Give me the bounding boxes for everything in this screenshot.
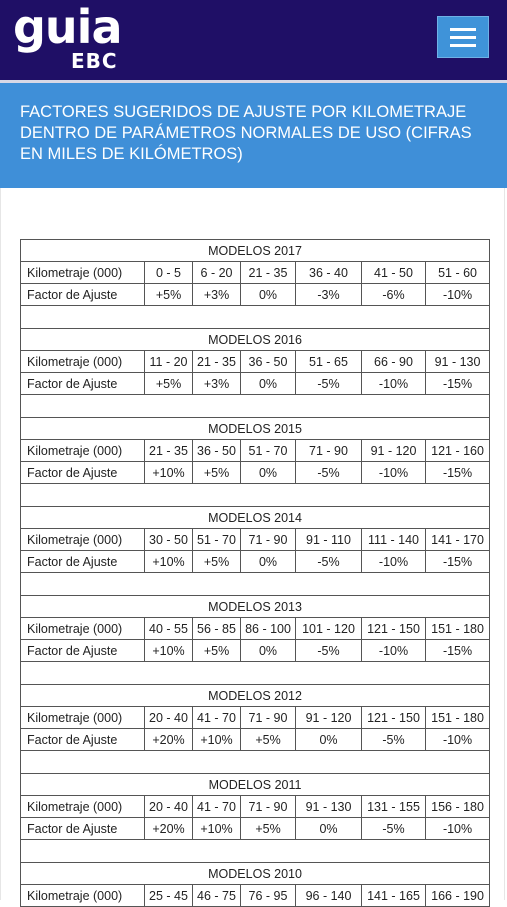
factor-value-cell: +5% <box>145 373 193 395</box>
mileage-range-cell: 36 - 50 <box>241 351 296 373</box>
mileage-range-cell: 151 - 180 <box>426 618 490 640</box>
mileage-range-cell: 36 - 40 <box>296 262 362 284</box>
factor-value-cell: +5% <box>193 640 241 662</box>
factor-value-cell: -10% <box>426 284 490 306</box>
model-year-row <box>21 685 490 707</box>
mileage-range-cell: 76 - 95 <box>241 885 296 907</box>
mileage-label: Kilometraje (000) <box>21 885 145 907</box>
factor-row <box>21 729 490 751</box>
spacer-row <box>21 840 490 863</box>
spacer-cell <box>21 840 490 863</box>
factor-label: Factor de Ajuste <box>21 818 145 840</box>
mileage-range-cell: 41 - 70 <box>193 707 241 729</box>
site-header <box>0 0 507 80</box>
mileage-range-cell: 101 - 120 <box>296 618 362 640</box>
factor-label: Factor de Ajuste <box>21 729 145 751</box>
mileage-range-cell: 41 - 70 <box>193 796 241 818</box>
adjustment-factors-table <box>20 239 490 907</box>
mileage-range-cell: 141 - 165 <box>362 885 426 907</box>
mileage-label: Kilometraje (000) <box>21 796 145 818</box>
mileage-range-cell: 51 - 65 <box>296 351 362 373</box>
mileage-range-cell: 96 - 140 <box>296 885 362 907</box>
mileage-label: Kilometraje (000) <box>21 440 145 462</box>
mileage-range-cell: 40 - 55 <box>145 618 193 640</box>
mileage-range-cell: 91 - 120 <box>296 707 362 729</box>
mileage-range-cell: 30 - 50 <box>145 529 193 551</box>
mileage-range-cell: 11 - 20 <box>145 351 193 373</box>
model-year-heading: MODELOS 2011 <box>21 774 490 796</box>
factor-value-cell: +5% <box>241 818 296 840</box>
factor-row <box>21 284 490 306</box>
mileage-range-cell: 91 - 120 <box>362 440 426 462</box>
factor-label: Factor de Ajuste <box>21 284 145 306</box>
factor-value-cell: 0% <box>296 729 362 751</box>
factor-value-cell: -5% <box>296 551 362 573</box>
factor-row <box>21 640 490 662</box>
spacer-row <box>21 484 490 507</box>
factor-value-cell: -15% <box>426 373 490 395</box>
mileage-row <box>21 440 490 462</box>
page-title: FACTORES SUGERIDOS DE AJUSTE POR KILOMETRAJE DENTRO DE PARÁMETROS NORMALES DE USO (CIFRAS EN MILES DE KILÓMETROS) <box>20 103 472 163</box>
mileage-range-cell: 46 - 75 <box>193 885 241 907</box>
guia-ebc-logo[interactable] <box>13 0 123 76</box>
mileage-range-cell: 121 - 150 <box>362 707 426 729</box>
factor-value-cell: +5% <box>241 729 296 751</box>
mileage-range-cell: 20 - 40 <box>145 707 193 729</box>
mileage-range-cell: 71 - 90 <box>241 707 296 729</box>
spacer-row <box>21 395 490 418</box>
spacer-cell <box>21 573 490 596</box>
model-year-heading: MODELOS 2013 <box>21 596 490 618</box>
factor-value-cell: +10% <box>145 551 193 573</box>
factor-value-cell: 0% <box>241 551 296 573</box>
mileage-range-cell: 86 - 100 <box>241 618 296 640</box>
factor-value-cell: +10% <box>145 462 193 484</box>
factor-row <box>21 551 490 573</box>
model-year-row <box>21 418 490 440</box>
mileage-label: Kilometraje (000) <box>21 529 145 551</box>
factor-value-cell: -6% <box>362 284 426 306</box>
model-year-heading: MODELOS 2014 <box>21 507 490 529</box>
factor-value-cell: -10% <box>362 373 426 395</box>
factor-value-cell: 0% <box>241 640 296 662</box>
factor-value-cell: -15% <box>426 551 490 573</box>
model-year-row <box>21 596 490 618</box>
hamburger-menu-icon <box>450 28 476 31</box>
model-year-heading: MODELOS 2015 <box>21 418 490 440</box>
factor-value-cell: +20% <box>145 818 193 840</box>
mileage-range-cell: 25 - 45 <box>145 885 193 907</box>
mileage-range-cell: 56 - 85 <box>193 618 241 640</box>
mileage-row <box>21 885 490 907</box>
mileage-range-cell: 0 - 5 <box>145 262 193 284</box>
hamburger-bar <box>450 36 476 39</box>
factor-value-cell: +20% <box>145 729 193 751</box>
factor-value-cell: +10% <box>145 640 193 662</box>
mileage-range-cell: 121 - 160 <box>426 440 490 462</box>
logo-subtext: EBC <box>71 49 118 73</box>
factor-value-cell: -10% <box>362 551 426 573</box>
factor-value-cell: +10% <box>193 729 241 751</box>
mileage-label: Kilometraje (000) <box>21 618 145 640</box>
factor-value-cell: +5% <box>193 551 241 573</box>
mileage-row <box>21 351 490 373</box>
factor-value-cell: 0% <box>296 818 362 840</box>
mileage-range-cell: 71 - 90 <box>241 529 296 551</box>
factor-value-cell: -10% <box>362 462 426 484</box>
factor-value-cell: 0% <box>241 373 296 395</box>
mileage-range-cell: 21 - 35 <box>145 440 193 462</box>
mileage-range-cell: 131 - 155 <box>362 796 426 818</box>
factor-value-cell: +5% <box>145 284 193 306</box>
mileage-range-cell: 91 - 130 <box>426 351 490 373</box>
mileage-range-cell: 141 - 170 <box>426 529 490 551</box>
mileage-range-cell: 66 - 90 <box>362 351 426 373</box>
factor-value-cell: +10% <box>193 818 241 840</box>
mileage-row <box>21 529 490 551</box>
factor-value-cell: +5% <box>193 462 241 484</box>
hamburger-menu-button[interactable] <box>437 16 489 58</box>
mileage-range-cell: 91 - 130 <box>296 796 362 818</box>
spacer-cell <box>21 306 490 329</box>
factor-value-cell: -5% <box>362 729 426 751</box>
factor-value-cell: +3% <box>193 284 241 306</box>
mileage-range-cell: 71 - 90 <box>296 440 362 462</box>
mileage-row <box>21 707 490 729</box>
mileage-range-cell: 20 - 40 <box>145 796 193 818</box>
mileage-range-cell: 151 - 180 <box>426 707 490 729</box>
model-year-row <box>21 507 490 529</box>
factor-label: Factor de Ajuste <box>21 462 145 484</box>
factor-value-cell: -10% <box>426 729 490 751</box>
spacer-cell <box>21 662 490 685</box>
mileage-label: Kilometraje (000) <box>21 262 145 284</box>
factor-value-cell: -10% <box>426 818 490 840</box>
spacer-row <box>21 662 490 685</box>
model-year-row <box>21 774 490 796</box>
factor-value-cell: +3% <box>193 373 241 395</box>
mileage-range-cell: 166 - 190 <box>426 885 490 907</box>
factor-label: Factor de Ajuste <box>21 373 145 395</box>
factor-value-cell: -15% <box>426 462 490 484</box>
model-year-row <box>21 863 490 885</box>
model-year-heading: MODELOS 2012 <box>21 685 490 707</box>
factor-row <box>21 462 490 484</box>
spacer-row <box>21 751 490 774</box>
mileage-row <box>21 796 490 818</box>
mileage-range-cell: 51 - 70 <box>193 529 241 551</box>
mileage-range-cell: 6 - 20 <box>193 262 241 284</box>
mileage-range-cell: 41 - 50 <box>362 262 426 284</box>
factor-value-cell: -5% <box>296 640 362 662</box>
mileage-range-cell: 91 - 110 <box>296 529 362 551</box>
factor-value-cell: 0% <box>241 462 296 484</box>
mileage-range-cell: 111 - 140 <box>362 529 426 551</box>
page-banner <box>0 83 507 188</box>
mileage-range-cell: 51 - 70 <box>241 440 296 462</box>
mileage-range-cell: 21 - 35 <box>193 351 241 373</box>
factor-value-cell: -5% <box>362 818 426 840</box>
factor-label: Factor de Ajuste <box>21 640 145 662</box>
mileage-range-cell: 36 - 50 <box>193 440 241 462</box>
spacer-cell <box>21 751 490 774</box>
mileage-range-cell: 21 - 35 <box>241 262 296 284</box>
factor-value-cell: 0% <box>241 284 296 306</box>
factor-value-cell: -3% <box>296 284 362 306</box>
factor-value-cell: -5% <box>296 373 362 395</box>
mileage-label: Kilometraje (000) <box>21 351 145 373</box>
hamburger-bar <box>450 44 476 47</box>
mileage-range-cell: 156 - 180 <box>426 796 490 818</box>
logo-wordmark: guia <box>13 0 122 54</box>
factor-value-cell: -15% <box>426 640 490 662</box>
spacer-cell <box>21 484 490 507</box>
mileage-range-cell: 51 - 60 <box>426 262 490 284</box>
mileage-row <box>21 618 490 640</box>
model-year-row <box>21 240 490 262</box>
factor-row <box>21 373 490 395</box>
spacer-cell <box>21 395 490 418</box>
model-year-row <box>21 329 490 351</box>
model-year-heading: MODELOS 2017 <box>21 240 490 262</box>
mileage-label: Kilometraje (000) <box>21 707 145 729</box>
mileage-range-cell: 121 - 150 <box>362 618 426 640</box>
factor-label: Factor de Ajuste <box>21 551 145 573</box>
spacer-row <box>21 306 490 329</box>
model-year-heading: MODELOS 2016 <box>21 329 490 351</box>
factor-row <box>21 818 490 840</box>
model-year-heading: MODELOS 2010 <box>21 863 490 885</box>
mileage-range-cell: 71 - 90 <box>241 796 296 818</box>
spacer-row <box>21 573 490 596</box>
mileage-row <box>21 262 490 284</box>
factor-value-cell: -5% <box>296 462 362 484</box>
factor-value-cell: -10% <box>362 640 426 662</box>
